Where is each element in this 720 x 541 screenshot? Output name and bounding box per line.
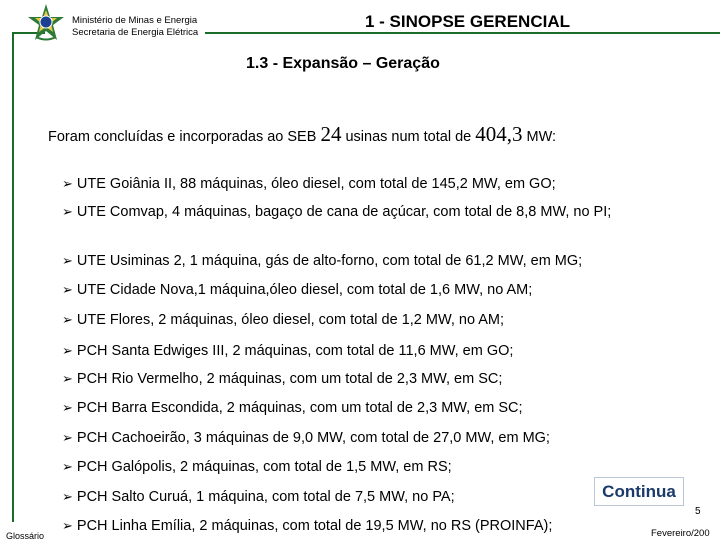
arrow-bullet-icon: ➢ (62, 343, 73, 358)
list-item: ➢ UTE Cidade Nova,1 máquina,óleo diesel, com total de 1,6 MW, no AM; (62, 282, 533, 298)
list-item: ➢ PCH Galópolis, 2 máquinas, com total de 1,5 MW, em RS; (62, 459, 452, 475)
capacity-unit: MW: (526, 129, 557, 145)
glossary-link[interactable]: Glossário (6, 531, 45, 541)
list-item: ➢ PCH Salto Curuá, 1 máquina, com total de 7,5 MW, no PA; (62, 489, 455, 505)
list-item: ➢ PCH Santa Edwiges III, 2 máquinas, com total de 11,6 MW, em GO; (62, 343, 514, 359)
list-item: ➢ PCH Barra Escondida, 2 máquinas, com um total de 2,3 MW, em SC; (62, 400, 523, 416)
list-item: ➢ UTE Comvap, 4 máquinas, bagaço de cana de açúcar, com total de 8,8 MW, no PI; (62, 204, 612, 220)
arrow-bullet-icon: ➢ (62, 489, 73, 504)
arrow-bullet-icon: ➢ (62, 176, 73, 191)
ministry-heading (72, 15, 198, 39)
intro-sentence (48, 122, 556, 147)
plant-count: 24 (320, 122, 342, 146)
list-item: ➢ PCH Rio Vermelho, 2 máquinas, com um total de 2,3 MW, em SC; (62, 371, 503, 387)
list-item: ➢ PCH Linha Emília, 2 máquinas, com total de 19,5 MW, no RS (PROINFA); (62, 518, 553, 534)
list-item: ➢ UTE Flores, 2 máquinas, óleo diesel, com total de 1,2 MW, no AM; (62, 312, 505, 328)
list-item: ➢ UTE Usiminas 2, 1 máquina, gás de alto-forno, com total de 61,2 MW, em MG; (62, 253, 583, 269)
intro-text-before: Foram concluídas e incorporadas ao SEB (48, 129, 317, 145)
page-subtitle: 1.3 - Expansão – Geração (246, 55, 440, 72)
secretariat-name: Secretaria de Energia Elétrica (72, 27, 199, 38)
arrow-bullet-icon: ➢ (62, 204, 73, 219)
continue-button[interactable]: Continua (594, 477, 684, 506)
total-capacity: 404,3 (475, 122, 523, 146)
slide-number: 5 (695, 506, 701, 517)
arrow-bullet-icon: ➢ (62, 518, 73, 533)
arrow-bullet-icon: ➢ (62, 400, 73, 415)
date-label: Fevereiro/200 (651, 528, 710, 539)
list-item: ➢ UTE Goiânia II, 88 máquinas, óleo diesel, com total de 145,2 MW, em GO; (62, 176, 556, 192)
arrow-bullet-icon: ➢ (62, 371, 73, 386)
arrow-bullet-icon: ➢ (62, 282, 73, 297)
ministry-name: Ministério de Minas e Energia (72, 15, 198, 26)
arrow-bullet-icon: ➢ (62, 253, 73, 268)
frame-top-line (205, 32, 720, 34)
coat-of-arms-icon (26, 3, 66, 43)
list-item: ➢ PCH Cachoeirão, 3 máquinas de 9,0 MW, com total de 27,0 MW, em MG; (62, 430, 550, 446)
frame-left-line (12, 32, 14, 522)
section-title: 1 - SINOPSE GERENCIAL (365, 12, 570, 31)
arrow-bullet-icon: ➢ (62, 459, 73, 474)
intro-text-middle: usinas num total de (345, 129, 472, 145)
arrow-bullet-icon: ➢ (62, 430, 73, 445)
arrow-bullet-icon: ➢ (62, 312, 73, 327)
